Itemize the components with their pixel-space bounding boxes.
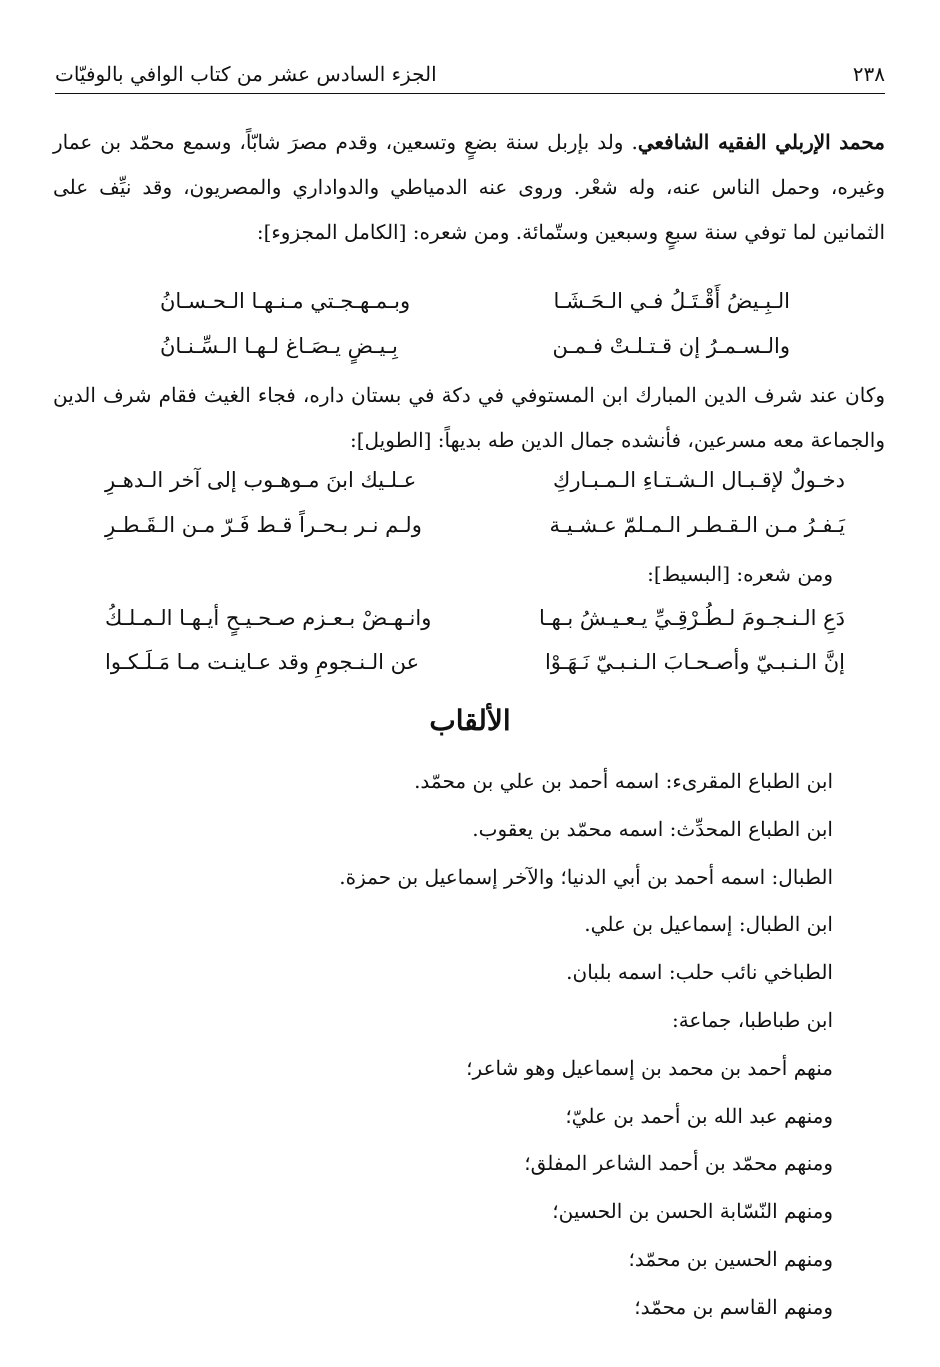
- hemistich: ولـم نـر بـحـراً قـط فَـرّ مـن الـقَـطـرِ: [105, 513, 422, 537]
- entry-paragraph: [53, 120, 885, 255]
- list-item: منهم أحمد بن محمد بن إسماعيل وهو شاعر؛: [466, 1055, 833, 1080]
- verse-line: [160, 281, 790, 321]
- list-item: ابن الطبال: إسماعيل بن علي.: [584, 912, 833, 937]
- entry-text: . ولد بإربل سنة بضعٍ وتسعين، وقدم مصرَ شابّاً، وسمع محمّد بن عمار وغيره، وحمل الناس عنه، وله شعْر. وروى عنه الدمياطي والدواداري والمصريون، وقد نيِّف على الثمانين لما توفي سنة سبعٍ وسبعين وستّمائة. ومن شعره: [الكامل المجزوء]:: [53, 130, 885, 244]
- verse-line: [105, 460, 845, 500]
- running-title: الجزء السادس عشر من كتاب الوافي بالوفيّات: [55, 62, 437, 86]
- verse-line: [160, 326, 790, 366]
- hemistich: بِـيـضٍ يـصَـاغ لـهـا الـسِّـنـانُ: [160, 334, 398, 358]
- section-heading: الألقاب: [429, 704, 511, 737]
- hemistich: والـسـمـرُ إن قـتـلـتْ فـمـن: [552, 334, 790, 358]
- hemistich: دَعِ الـنـجـومَ لـطُـرْقِـيِّ يـعـيـشُ بـهـا: [539, 606, 845, 630]
- verse-line: [105, 505, 845, 545]
- verse-line: [105, 598, 845, 638]
- alqab-list: [339, 758, 833, 1332]
- list-item: الطباخي نائب حلب: اسمه بلبان.: [566, 960, 833, 985]
- list-item: ومنهم عبد الله بن أحمد بن عليّ؛: [565, 1103, 833, 1128]
- verse-line: [105, 642, 845, 682]
- list-item: ابن طباطبا، جماعة:: [671, 1007, 833, 1032]
- hemistich: إنَّ الـنـبـيّ وأصـحـابَ الـنـبـيّ نَـهَـوْا: [544, 650, 845, 674]
- hemistich: وبـمـهـجـتي مـنـهـا الـحـسـانُ: [160, 289, 411, 313]
- narrative-paragraph: وكان عند شرف الدين المبارك ابن المستوفي في دكة في بستان داره، فجاء الغيث فقام شرف الدين والجماعة معه مسرعين، فأنشده جمال الدين طه بديهاً: [الطويل]:: [53, 383, 885, 452]
- hemistich: يَـفـرُ مـن الـقـطـر الـمـلمّ عـشـيـة: [549, 513, 845, 537]
- page-header: [55, 56, 885, 92]
- list-item: الطبال: اسمه أحمد بن أبي الدنيا؛ والآخر إسماعيل بن حمزة.: [339, 864, 833, 889]
- list-item: ابن الطباع المحدِّث: اسمه محمّد بن يعقوب.: [472, 816, 833, 841]
- list-item: ومنهم القاسم بن محمّد؛: [634, 1294, 833, 1319]
- hemistich: عـلـيك ابنَ مـوهـوب إلى آخر الـدهـرِ: [105, 468, 417, 492]
- hemistich: وانـهـضْ بـعـزم صـحـيـحٍ أيـهـا الـمـلـكُ: [105, 606, 432, 630]
- entry-name: محمد الإربلي الفقيه الشافعي: [637, 130, 885, 154]
- list-item: ابن الطباع المقرىء: اسمه أحمد بن علي بن محمّد.: [414, 769, 833, 793]
- hemistich: عن الـنـجومِ وقد عـاينـت مـا مَـلَـكـوا: [105, 650, 420, 674]
- header-rule: [55, 93, 885, 94]
- hemistich: الـبِـيضُ أَقْـتَـلُ فـي الـحَـشَـا: [553, 289, 790, 313]
- list-item: ومنهم النّسّابة الحسن بن الحسين؛: [552, 1199, 833, 1224]
- list-item: ومنهم محمّد بن أحمد الشاعر المفلق؛: [524, 1151, 833, 1176]
- list-item: ومنهم الحسين بن محمّد؛: [628, 1246, 833, 1271]
- hemistich: دخـولٌ لإقـبـال الـشـتـاءِ الـمـبـاركِ: [553, 468, 845, 492]
- page-number: ٢٣٨: [852, 62, 885, 86]
- poem-intro: ومن شعره: [البسيط]:: [647, 562, 833, 586]
